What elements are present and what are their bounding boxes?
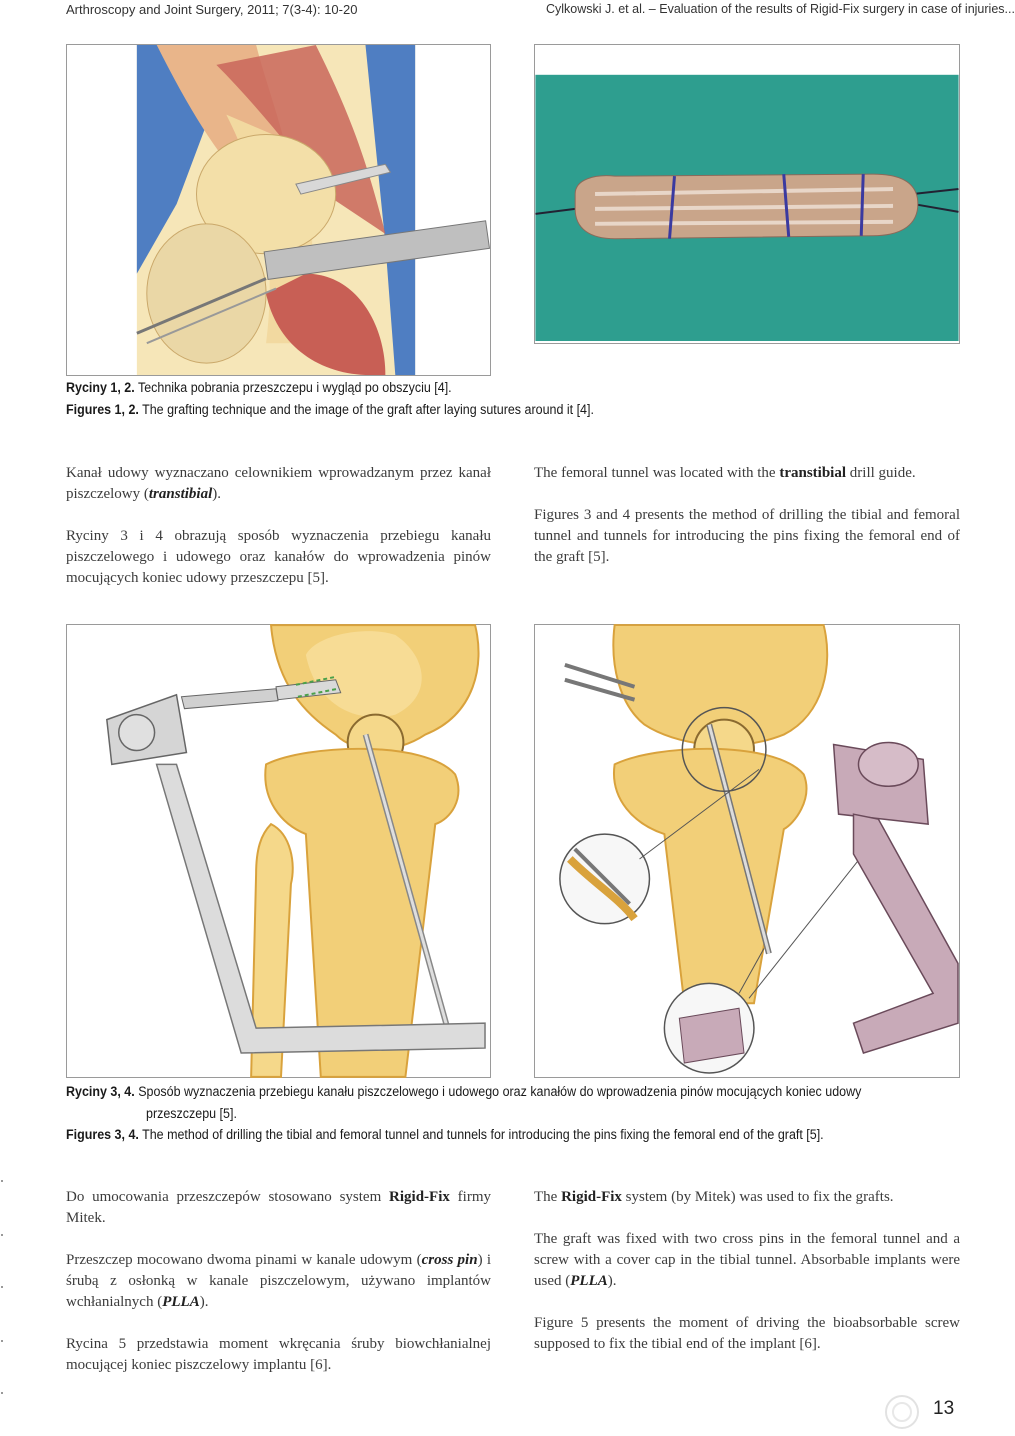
- figure-3: [66, 624, 491, 1078]
- figure-3-4-caption-pl: [66, 1082, 861, 1102]
- paragraph: [66, 463, 491, 505]
- emphasis: Rigid-Fix: [561, 1189, 622, 1205]
- figure-1-knee-illustration: [67, 45, 490, 375]
- figure-1: [66, 44, 491, 376]
- emphasis: cross pin: [421, 1252, 478, 1268]
- text: drill guide.: [846, 465, 916, 481]
- text: firmy Mitek.: [66, 1189, 491, 1226]
- text: system (by Mitek) was used to fix the grafts.: [621, 1189, 894, 1205]
- figure-1-2-caption-pl: [66, 378, 452, 398]
- paragraph: [534, 1229, 960, 1292]
- text: ).: [212, 486, 221, 502]
- text: ).: [607, 1273, 617, 1289]
- text-block-1-pl: [66, 463, 491, 610]
- emphasis: PLLA: [162, 1294, 200, 1310]
- caption-text: The method of drilling the tibial and femoral tunnel and tunnels for introducing the pins fixing the femoral end of the graft [5].: [142, 1127, 824, 1143]
- text: Kanał udowy wyznaczano celownikiem wprowadzanym przez kanał piszczelowy (: [66, 465, 491, 502]
- caption-text: Sposób wyznaczenia przebiegu kanału piszczelowego i udowego oraz kanałów do wprowadzenia pinów mocujących koniec udowy: [138, 1084, 862, 1100]
- figure-1-2-caption-en: [66, 400, 594, 420]
- text: ).: [199, 1294, 209, 1310]
- emphasis: transtibial: [779, 465, 847, 481]
- margin-dot: [1, 1234, 3, 1236]
- text: The femoral tunnel was located with the: [534, 465, 780, 481]
- paragraph: [534, 463, 960, 484]
- figure-4: [534, 624, 960, 1078]
- text: Przeszczep mocowano dwoma pinami w kanale udowym (: [66, 1252, 422, 1268]
- emphasis: transtibial: [148, 486, 213, 502]
- caption-text: Technika pobrania przeszczepu i wygląd po obszyciu [4].: [137, 380, 452, 396]
- running-header-right: Cylkowski J. et al. – Evaluation of the results of Rigid-Fix surgery in case of injuries...: [546, 2, 1015, 16]
- paragraph: [534, 1187, 960, 1208]
- text-block-1-en: [534, 463, 960, 589]
- caption-label: Ryciny 1, 2.: [66, 380, 135, 396]
- emphasis: Rigid-Fix: [389, 1189, 450, 1205]
- figure-3-drill-guide-illustration: [67, 625, 490, 1077]
- caption-label: Ryciny 3, 4.: [66, 1084, 135, 1100]
- caption-label: Figures 1, 2.: [66, 402, 139, 418]
- paragraph: Figures 3 and 4 presents the method of drilling the tibial and femoral tunnel and tunnels for introducing the pins fixing the femoral end of the graft [5].: [534, 507, 960, 565]
- caption-text: The grafting technique and the image of the graft after laying sutures around it [4].: [142, 402, 594, 418]
- figure-3-4-caption-en: [66, 1125, 824, 1145]
- figure-4-drill-guide-illustration: [535, 625, 959, 1077]
- paragraph: Rycina 5 przedstawia moment wkręcania śruby biowchłanialnej mocującej koniec piszczelowy implantu [6].: [66, 1336, 491, 1373]
- watermark-logo-icon: [884, 1394, 920, 1430]
- text-block-2-en: [534, 1187, 960, 1376]
- margin-dot: [1, 1180, 3, 1182]
- text: The graft was fixed with two cross pins in the femoral tunnel and a screw with a cover cap in the tibial tunnel. Absorbable implants were used (: [534, 1231, 960, 1289]
- text: Do umocowania przeszczepów stosowano system: [66, 1189, 390, 1205]
- text-block-2-pl: [66, 1187, 491, 1397]
- caption-text: przeszczepu [5].: [146, 1106, 237, 1122]
- emphasis: PLLA: [570, 1273, 608, 1289]
- paragraph: [66, 1250, 491, 1313]
- caption-label: Figures 3, 4.: [66, 1127, 139, 1143]
- paragraph: Figure 5 presents the moment of driving the bioabsorbable screw supposed to fix the tibial end of the implant [6].: [534, 1315, 960, 1352]
- text: ) i śrubą z osłonką w kanale piszczelowym, używano implantów wchłanialnych (: [66, 1252, 491, 1310]
- page-number: 13: [933, 1398, 955, 1419]
- figure-2: [534, 44, 960, 344]
- running-header-left: Arthroscopy and Joint Surgery, 2011; 7(3-4): 10-20: [66, 2, 358, 17]
- figure-3-4-caption-pl-continued: [146, 1104, 237, 1124]
- paragraph: Ryciny 3 i 4 obrazują sposób wyznaczenia przebiegu kanału piszczelowego i udowego oraz kanałów do wprowadzenia pinów mocujących koniec udowy przeszczepu [5].: [66, 528, 491, 586]
- paragraph: [66, 1187, 491, 1229]
- margin-dot: [1, 1392, 3, 1394]
- margin-dot: [1, 1286, 3, 1288]
- figure-2-graft-photo: [535, 45, 959, 343]
- text: The: [534, 1189, 562, 1205]
- margin-dot: [1, 1340, 3, 1342]
